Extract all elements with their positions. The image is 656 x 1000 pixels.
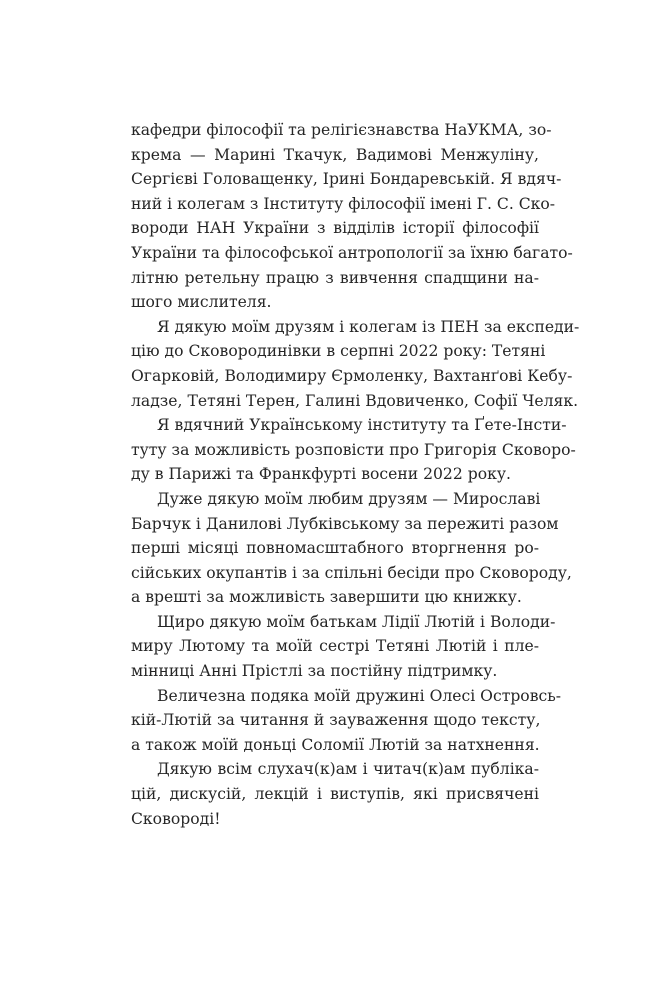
text-line: України та філософської антропології за їхню багато- xyxy=(131,243,573,262)
text-line: Барчук і Данилові Лубківському за пережиті разом xyxy=(131,514,559,533)
text-line: а врешті за можливість завершити цю книжку. xyxy=(131,588,522,607)
text-line: кафедри філософії та релігієзнавства НаУКМА, зо- xyxy=(131,121,552,139)
text-line: шого мислителя. xyxy=(131,293,272,312)
body-text xyxy=(131,118,580,831)
paragraph xyxy=(131,413,576,487)
text-line: ний і колегам з Інституту філософії імені Г. С. Ско- xyxy=(131,194,556,213)
paragraph xyxy=(131,315,580,413)
text-line: крема — Марині Ткачук, Вадимові Менжуліну, xyxy=(131,145,539,164)
paragraph xyxy=(131,118,573,315)
text-line: літню ретельну працю з вивчення спадщини на- xyxy=(131,268,539,287)
text-line: Сергієві Головащенку, Ірині Бондаревській. Я вдяч- xyxy=(131,170,562,189)
text-line: мінниці Анні Прістлі за постійну підтримку. xyxy=(131,662,498,681)
text-line: туту за можливість розповісти про Григорія Сковоро- xyxy=(131,440,576,459)
text-line: а також моїй доньці Соломії Лютій за натхнення. xyxy=(131,735,540,754)
text-line: вороди НАН України з відділів історії філософії xyxy=(131,219,539,238)
text-line: сійських окупантів і за спільні бесіди про Сковороду, xyxy=(131,563,572,582)
paragraph xyxy=(131,684,561,758)
text-line: цію до Сковородинівки в серпні 2022 року: Тетяні xyxy=(131,342,546,361)
paragraph xyxy=(131,757,539,831)
text-line: цій, дискусій, лекцій і виступів, які присвячені xyxy=(131,785,539,804)
text-line: ду в Парижі та Франкфурті восени 2022 року. xyxy=(131,465,511,484)
paragraph xyxy=(131,487,572,610)
paragraph xyxy=(131,610,556,684)
text-line: ладзе, Тетяні Терен, Галині Вдовиченко, Софії Челяк. xyxy=(131,391,579,410)
text-line: Я вдячний Українському інституту та Ґете-Інсти- xyxy=(157,416,567,435)
text-line: Я дякую моїм друзям і колегам із ПЕН за експеди- xyxy=(157,317,580,336)
text-line: Щиро дякую моїм батькам Лідії Лютій і Володи- xyxy=(157,612,556,631)
text-line: Сковороді! xyxy=(131,809,221,828)
text-line: Дуже дякую моїм любим друзям — Мирославі xyxy=(157,489,541,508)
text-line: миру Лютому та моїй сестрі Тетяні Лютій і пле- xyxy=(131,637,539,656)
text-line: Величезна подяка моїй дружині Олесі Островсь- xyxy=(157,686,561,705)
text-line: кій-Лютій за читання й зауваження щодо тексту, xyxy=(131,711,541,730)
text-line: перші місяці повномасштабного вторгнення ро- xyxy=(131,539,539,558)
text-line: Дякую всім слухач(к)ам і читач(к)ам публіка- xyxy=(157,760,539,779)
text-line: Огарковій, Володимиру Єрмоленку, Вахтанґові Кебу- xyxy=(131,366,573,385)
